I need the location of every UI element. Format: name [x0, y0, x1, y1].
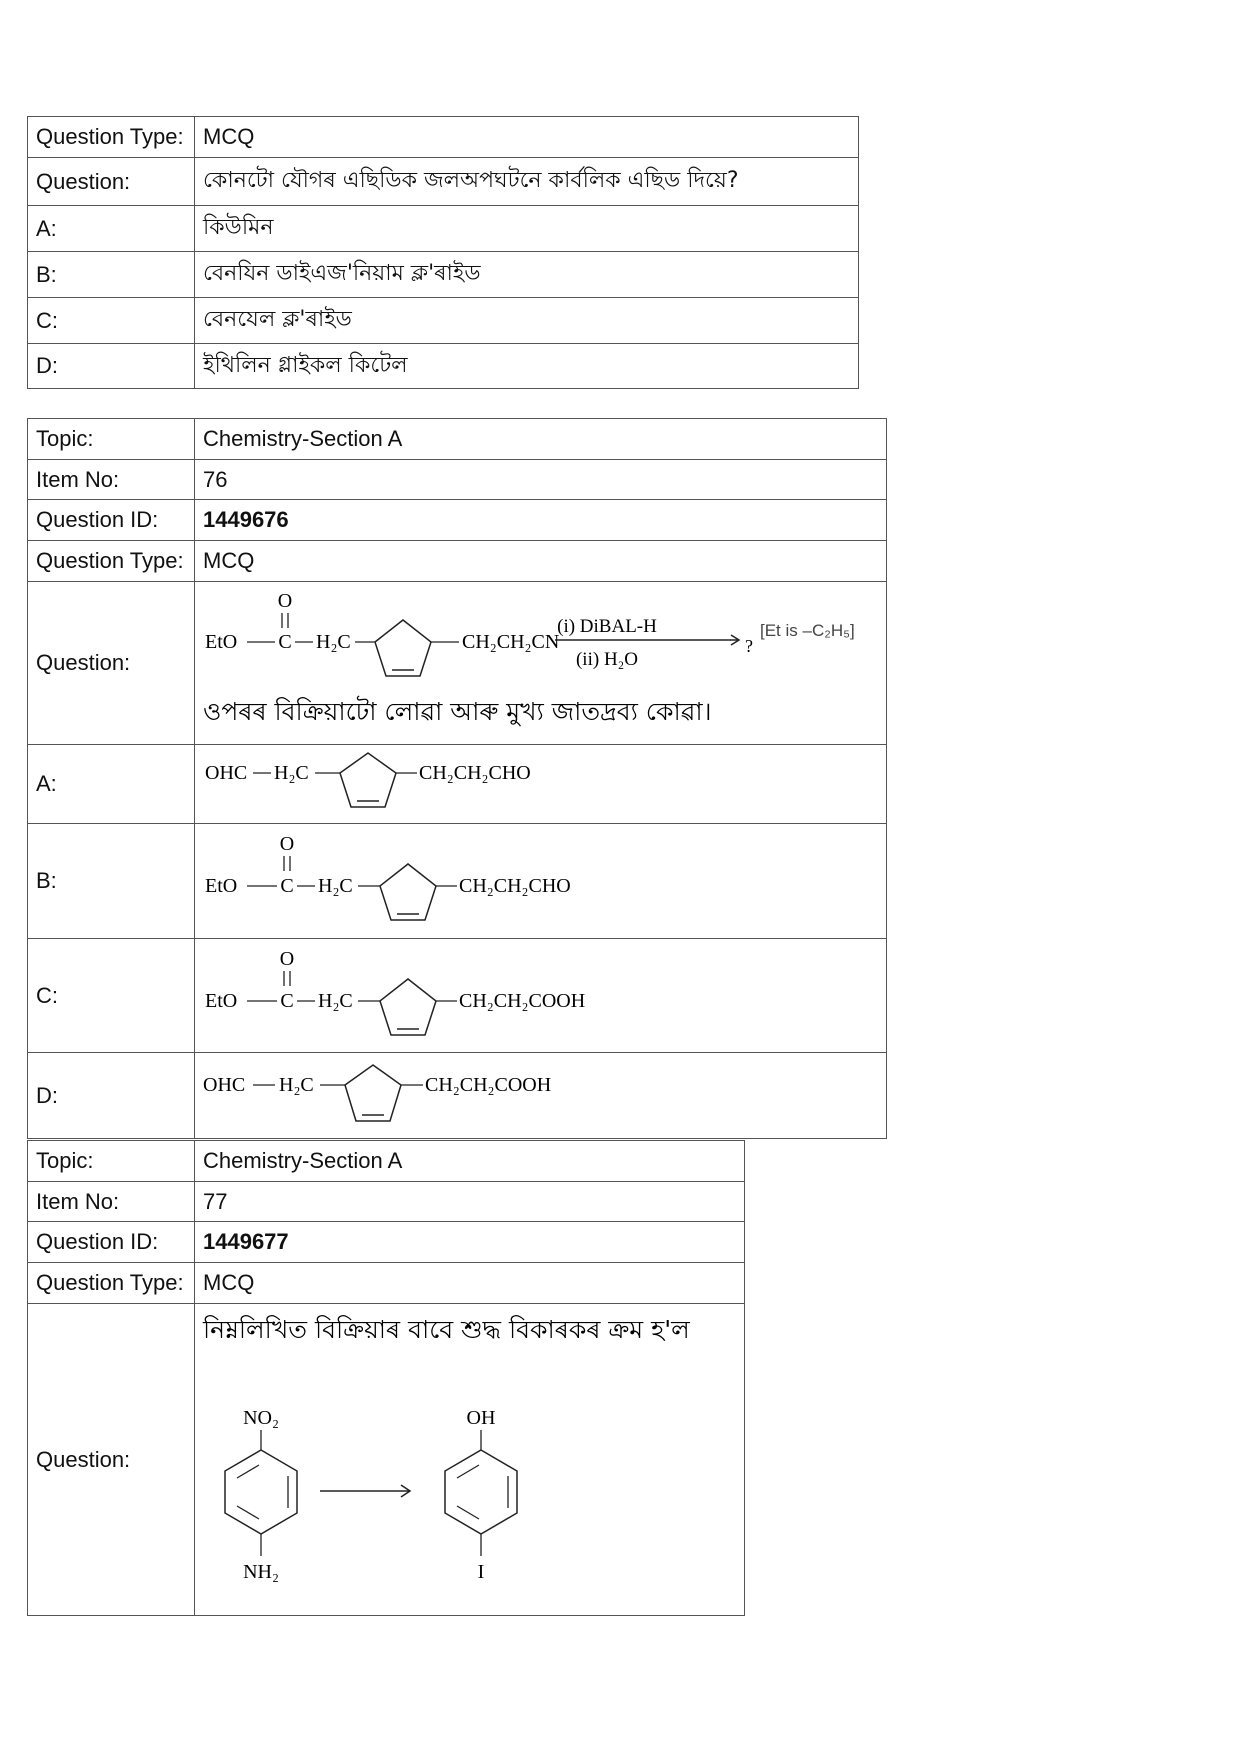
carbonyl-oxygen: O	[279, 948, 295, 970]
eto-group: EtO	[205, 875, 238, 897]
option-a-label: A:	[28, 206, 195, 252]
option-b-diagram	[195, 824, 885, 932]
question-label: Question:	[28, 582, 195, 745]
question-content	[195, 1304, 745, 1616]
topic-value: Chemistry-Section A	[195, 1141, 745, 1182]
topic-value: Chemistry-Section A	[195, 419, 887, 460]
option-b-text: বেনযিন ডাইএজ'নিয়াম ক্ল'ৰাইড	[195, 252, 859, 298]
reagent-1: (i) DiBAL-H	[557, 616, 657, 637]
nh2-group: NH₂	[243, 1561, 279, 1583]
h2c-group: H₂C	[318, 875, 353, 897]
ch2ch2cooh-group: CH₂CH₂COOH	[459, 990, 586, 1012]
question-type-label: Question Type:	[28, 1263, 195, 1304]
question-id-value: 1449677	[195, 1222, 745, 1263]
option-a-label: A:	[28, 745, 195, 824]
carbonyl-carbon: C	[280, 875, 294, 897]
option-b-structure	[195, 824, 887, 939]
question-block-1	[27, 116, 859, 389]
cyclopentene-ring	[345, 1065, 401, 1121]
h2c-group: H₂C	[316, 631, 351, 653]
question-text: নিম্নলিখিত বিক্ৰিয়াৰ বাবে শুদ্ধ বিকাৰকৰ ক্ৰম হ'ল	[203, 1315, 690, 1344]
oh-group: OH	[466, 1407, 496, 1429]
ethyl-note: [Et is –C₂H₅]	[760, 621, 855, 640]
question-id-value: 1449676	[195, 500, 887, 541]
option-a-diagram	[195, 745, 885, 817]
ohc-group: OHC	[205, 762, 248, 784]
cyclopentene-ring	[380, 864, 436, 920]
option-b-label: B:	[28, 252, 195, 298]
option-d-label: D:	[28, 1053, 195, 1139]
option-c-text: বেনযেল ক্ল'ৰাইড	[195, 298, 859, 344]
ch2ch2cho-group: CH₂CH₂CHO	[459, 875, 571, 897]
question-block-2	[27, 418, 887, 1139]
option-d-text: ইথিলিন গ্লাইকল কিটেল	[195, 344, 859, 389]
ohc-group: OHC	[203, 1074, 246, 1096]
option-a-structure	[195, 745, 887, 824]
question-text: ওপৰৰ বিক্ৰিয়াটো লোৱা আৰু মুখ্য জাতদ্ৰব্য কোৱা।	[203, 697, 712, 726]
carbonyl-oxygen: O	[277, 590, 293, 612]
eto-group: EtO	[205, 631, 238, 653]
option-d-label: D:	[28, 344, 195, 389]
ch2ch2cn-group: CH₂CH₂CN	[462, 631, 560, 653]
option-d-diagram	[195, 1053, 885, 1132]
question-type-value: MCQ	[195, 1263, 745, 1304]
product-question-mark: ?	[745, 636, 753, 656]
cyclopentene-ring	[340, 753, 396, 807]
question-type-value: MCQ	[195, 541, 887, 582]
item-no-label: Item No:	[28, 460, 195, 500]
reaction-diagram	[195, 1304, 743, 1609]
carbonyl-carbon: C	[280, 990, 294, 1012]
h2c-group: H₂C	[274, 762, 309, 784]
cyclopentene-ring	[375, 620, 431, 676]
item-no-value: 76	[195, 460, 887, 500]
option-c-diagram	[195, 939, 885, 1046]
eto-group: EtO	[205, 990, 238, 1012]
no2-group: NO₂	[243, 1407, 279, 1429]
option-c-label: C:	[28, 298, 195, 344]
carbonyl-carbon: C	[278, 631, 292, 653]
question-type-label: Question Type:	[28, 541, 195, 582]
reaction-diagram	[195, 582, 885, 738]
question-text: কোনটো যৌগৰ এছিডিক জলঅপঘটনে কাৰ্বলিক এছিড দিয়ে?	[195, 158, 859, 206]
option-a-text: কিউমিন	[195, 206, 859, 252]
option-c-label: C:	[28, 939, 195, 1053]
question-id-label: Question ID:	[28, 1222, 195, 1263]
topic-label: Topic:	[28, 1141, 195, 1182]
h2c-group: H₂C	[279, 1074, 314, 1096]
benzene-ring-reactant	[225, 1450, 297, 1534]
question-type-label: Question Type:	[28, 117, 195, 158]
topic-label: Topic:	[28, 419, 195, 460]
item-no-value: 77	[195, 1182, 745, 1222]
option-b-label: B:	[28, 824, 195, 939]
carbonyl-oxygen: O	[279, 833, 295, 855]
reagent-2: (ii) H₂O	[575, 649, 639, 670]
question-label: Question:	[28, 158, 195, 206]
benzene-ring-product	[445, 1450, 517, 1534]
item-no-label: Item No:	[28, 1182, 195, 1222]
h2c-group: H₂C	[318, 990, 353, 1012]
option-d-structure	[195, 1053, 887, 1139]
question-label: Question:	[28, 1304, 195, 1616]
cyclopentene-ring	[380, 979, 436, 1035]
question-type-value: MCQ	[195, 117, 859, 158]
iodine-group: I	[477, 1561, 485, 1583]
option-c-structure	[195, 939, 887, 1053]
ch2ch2cho-group: CH₂CH₂CHO	[419, 762, 531, 784]
question-id-label: Question ID:	[28, 500, 195, 541]
question-content	[195, 582, 887, 745]
ch2ch2cooh-group: CH₂CH₂COOH	[425, 1074, 552, 1096]
question-block-3	[27, 1140, 745, 1616]
